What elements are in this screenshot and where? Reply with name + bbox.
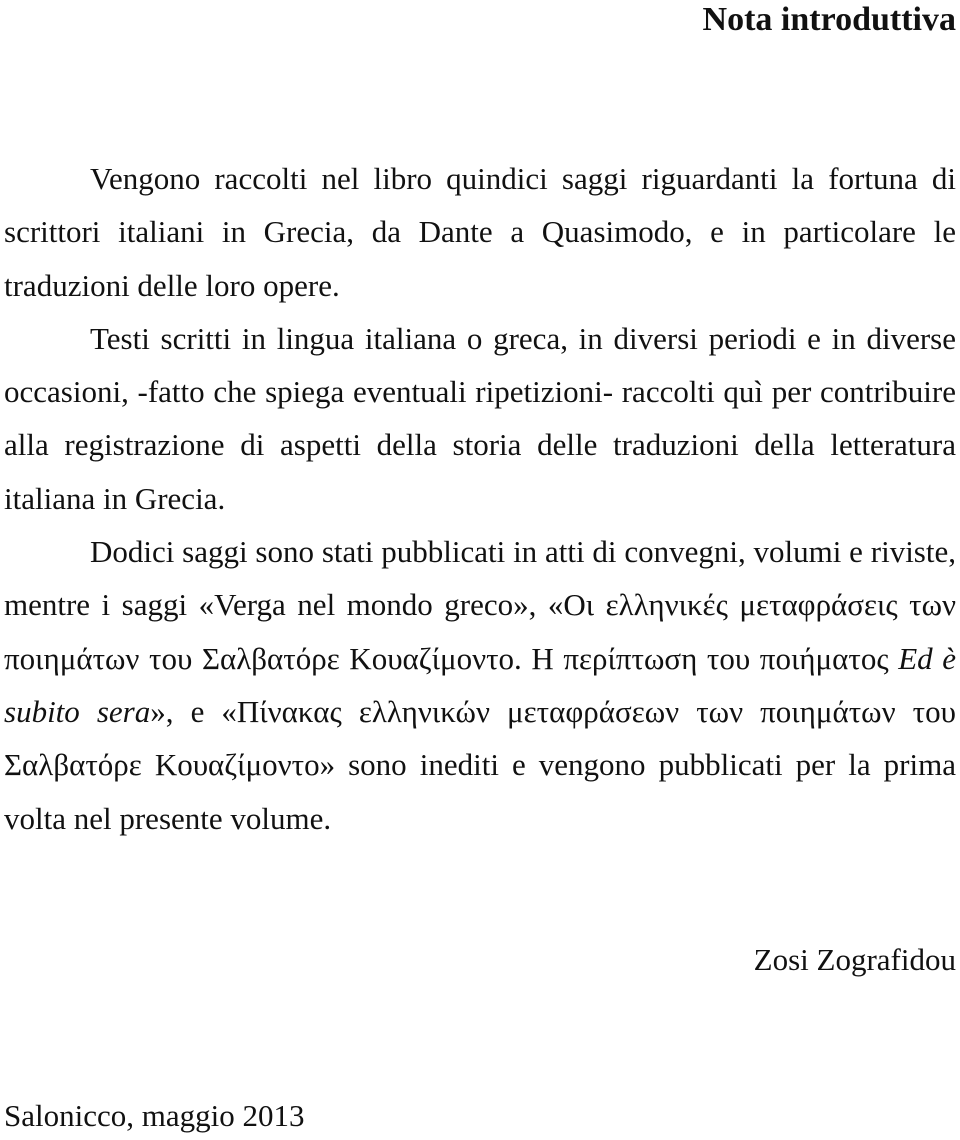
- paragraph-3: [4, 525, 956, 845]
- author-signature: Zosi Zografidou: [753, 942, 956, 977]
- body-text: [4, 152, 956, 845]
- paragraph-3-text-start: Dodici saggi sono stati pubblicati in atti di convegni, volumi e riviste, mentre i saggi «Verga nel mondo greco», «Οι ελληνικές μεταφράσεις των ποιημάτων του Σαλβατόρε Κουαζίμοντο. Η περίπτωση του ποιήματος: [4, 534, 956, 676]
- page-title: Nota introduttiva: [702, 1, 956, 38]
- poem-title-italic: Ed è subito sera: [4, 640, 956, 729]
- paragraph-2: Testi scritti in lingua italiana o greca, in diversi periodi e in diverse occasioni, -fatto che spiega eventuali ripetizioni- raccolti quì per contribuire alla registrazione di aspetti della storia delle traduzioni della letteratura italiana in Grecia.: [4, 320, 956, 516]
- place-and-date: Salonicco, maggio 2013: [4, 1098, 305, 1133]
- paragraph-1: Vengono raccolti nel libro quindici saggi riguardanti la fortuna di scrittori italiani in Grecia, da Dante a Quasimodo, e in particolare le traduzioni delle loro opere.: [4, 161, 956, 303]
- paragraph-3-text-end: », e «Πίνακας ελληνικών μεταφράσεων των ποιημάτων του Σαλβατόρε Κουαζίμοντο» sono inediti e vengono pubblicati per la prima volta nel presente volume.: [4, 693, 956, 836]
